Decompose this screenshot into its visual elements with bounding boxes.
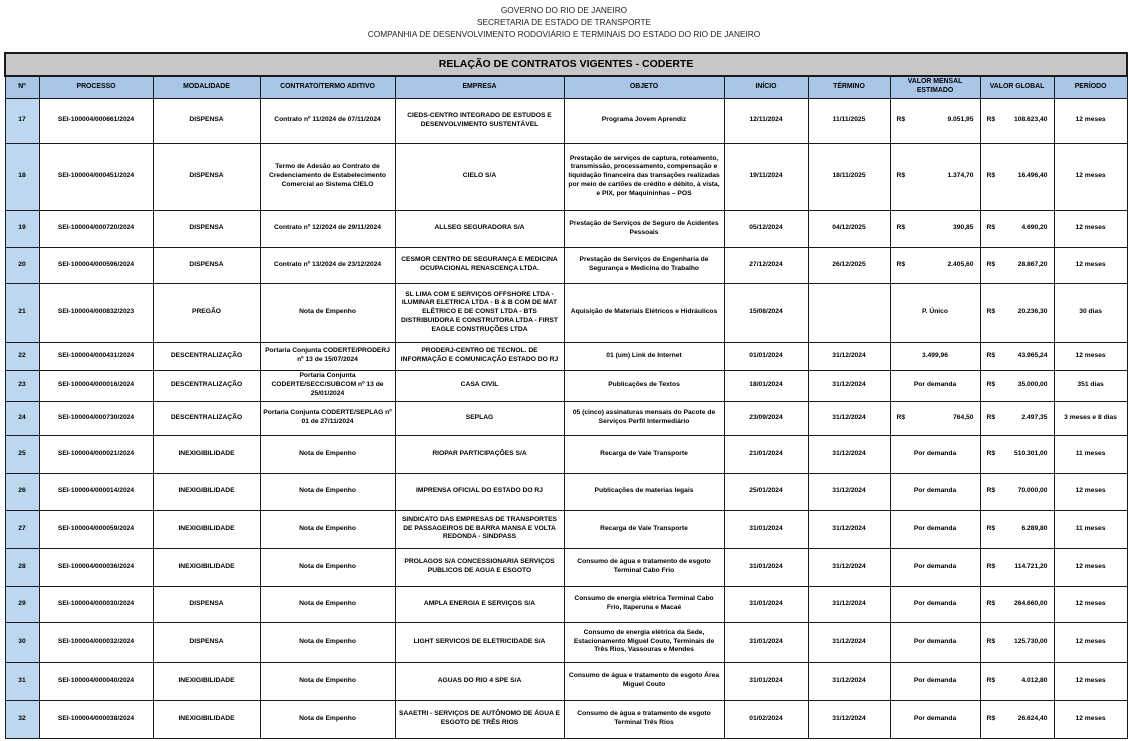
contract-reference: Portaria Conjunta CODERTE/PRODERJ nº 13 de 15/07/2024 [260, 342, 395, 370]
process-number: SEI-100004/000596/2024 [39, 247, 153, 283]
monthly-value-cell [890, 473, 980, 510]
table-row [5, 586, 1127, 622]
modality: DESCENTRALIZAÇÃO [153, 342, 260, 370]
column-header-monthly-value: VALOR MENSAL ESTIMADO [890, 76, 980, 98]
global-value-currency: R$ [986, 637, 996, 645]
contract-object: Publicações de Textos [564, 370, 724, 401]
global-value-cell [980, 247, 1054, 283]
table-row [5, 435, 1127, 473]
monthly-value: Por demanda [913, 381, 957, 389]
contract-reference: Nota de Empenho [260, 283, 395, 342]
table-row [5, 473, 1127, 510]
modality: DESCENTRALIZAÇÃO [153, 370, 260, 401]
process-number: SEI-100004/000038/2024 [39, 700, 153, 738]
row-number: 29 [5, 586, 39, 622]
global-value-currency: R$ [986, 172, 996, 180]
monthly-value: 390,85 [953, 224, 974, 232]
global-value-currency: R$ [986, 524, 996, 532]
table-row [5, 370, 1127, 401]
row-number: 26 [5, 473, 39, 510]
period: 12 meses [1054, 700, 1127, 738]
monthly-value: Por demanda [913, 637, 957, 645]
contract-object: 05 (cinco) assinaturas mensais do Pacote de Serviços Perfil Intermediário [564, 401, 724, 435]
row-number: 23 [5, 370, 39, 401]
column-header-process: PROCESSO [39, 76, 153, 98]
global-value: 125.730,00 [1014, 637, 1048, 645]
period: 12 meses [1054, 143, 1127, 210]
modality: INEXIGIBILIDADE [153, 548, 260, 586]
period: 12 meses [1054, 586, 1127, 622]
process-number: SEI-100004/000431/2024 [39, 342, 153, 370]
period: 12 meses [1054, 662, 1127, 700]
monthly-value: Por demanda [913, 524, 957, 532]
row-number: 21 [5, 283, 39, 342]
global-value: 20.236,30 [1017, 308, 1048, 316]
process-number: SEI-100004/000720/2024 [39, 210, 153, 247]
end-date: 31/12/2024 [808, 586, 890, 622]
global-value-cell [980, 435, 1054, 473]
row-number: 24 [5, 401, 39, 435]
contract-reference: Contrato nº 11/2024 de 07/11/2024 [260, 98, 395, 143]
global-value-cell [980, 143, 1054, 210]
company-name: AMPLA ENERGIA E SERVIÇOS S/A [395, 586, 564, 622]
monthly-value: P. Único [922, 308, 948, 316]
end-date: 31/12/2024 [808, 370, 890, 401]
end-date: 26/12/2025 [808, 247, 890, 283]
monthly-value-currency: R$ [896, 172, 906, 180]
modality: INEXIGIBILIDADE [153, 700, 260, 738]
row-number: 22 [5, 342, 39, 370]
header-secretariat: SECRETARIA DE ESTADO DE TRANSPORTE [476, 17, 652, 27]
global-value-cell [980, 586, 1054, 622]
company-name: SINDICATO DAS EMPRESAS DE TRANSPORTES DE PASSAGEIROS DE BARRA MANSA E VOLTA REDONDA - SINDPASS [395, 510, 564, 548]
contract-object: Publicações de materias legais [564, 473, 724, 510]
table-title-row [5, 53, 1127, 76]
column-header-start: INÍCIO [724, 76, 808, 98]
global-value-currency: R$ [986, 351, 996, 359]
row-number: 20 [5, 247, 39, 283]
period: 12 meses [1054, 342, 1127, 370]
company-name: CESMOR CENTRO DE SEGURANÇA E MEDICINA OCUPACIONAL RENASCENÇA LTDA. [395, 247, 564, 283]
process-number: SEI-100004/000040/2024 [39, 662, 153, 700]
global-value-cell [980, 700, 1054, 738]
global-value: 35.000,00 [1017, 381, 1048, 389]
end-date: 31/12/2024 [808, 401, 890, 435]
monthly-value: Por demanda [913, 676, 957, 684]
contract-object: Prestação de Serviços de Engenharia de Segurança e Medicina do Trabalho [564, 247, 724, 283]
column-header-company: EMPRESA [395, 76, 564, 98]
global-value-currency: R$ [986, 308, 996, 316]
row-number: 31 [5, 662, 39, 700]
company-name: LIGHT SERVICOS DE ELETRICIDADE S/A [395, 622, 564, 662]
table-row [5, 700, 1127, 738]
global-value: 70.000,00 [1017, 487, 1048, 495]
start-date: 31/01/2024 [724, 622, 808, 662]
monthly-value-currency: R$ [896, 413, 906, 421]
modality: DESCENTRALIZAÇÃO [153, 401, 260, 435]
end-date: 11/11/2025 [808, 98, 890, 143]
column-header-modality: MODALIDADE [153, 76, 260, 98]
global-value-cell [980, 283, 1054, 342]
row-number: 28 [5, 548, 39, 586]
period: 12 meses [1054, 247, 1127, 283]
monthly-value-cell [890, 510, 980, 548]
global-value-cell [980, 98, 1054, 143]
monthly-value-currency: R$ [896, 224, 906, 232]
monthly-value-cell [890, 143, 980, 210]
period: 11 meses [1054, 435, 1127, 473]
row-number: 18 [5, 143, 39, 210]
global-value-cell [980, 622, 1054, 662]
global-value-currency: R$ [986, 676, 996, 684]
global-value: 510.301,00 [1014, 449, 1048, 457]
monthly-value-cell [890, 435, 980, 473]
row-number: 27 [5, 510, 39, 548]
column-header-contract: CONTRATO/TERMO ADITIVO [260, 76, 395, 98]
period: 12 meses [1054, 98, 1127, 143]
global-value-currency: R$ [986, 381, 996, 389]
column-header-number: Nº [5, 76, 39, 98]
start-date: 27/12/2024 [724, 247, 808, 283]
monthly-value-cell [890, 401, 980, 435]
global-value-cell [980, 401, 1054, 435]
company-name: CIEDS-CENTRO INTEGRADO DE ESTUDOS E DESENVOLVIMENTO SUSTENTÁVEL [395, 98, 564, 143]
process-number: SEI-100004/000661/2024 [39, 98, 153, 143]
monthly-value: Por demanda [913, 599, 957, 607]
process-number: SEI-100004/000832/2023 [39, 283, 153, 342]
period: 12 meses [1054, 622, 1127, 662]
monthly-value-currency: R$ [896, 260, 906, 268]
modality: INEXIGIBILIDADE [153, 473, 260, 510]
table-row [5, 283, 1127, 342]
modality: DISPENSA [153, 210, 260, 247]
global-value-cell [980, 342, 1054, 370]
period: 351 dias [1054, 370, 1127, 401]
start-date: 05/12/2024 [724, 210, 808, 247]
company-name: PRODERJ-CENTRO DE TECNOL. DE INFORMAÇÃO E COMUNICAÇÃO ESTADO DO RJ [395, 342, 564, 370]
contracts-table [4, 52, 1128, 739]
contract-object: Consumo de água e tratamento de esgoto Área Miguel Couto [564, 662, 724, 700]
company-name: SL LIMA COM E SERVIÇOS OFFSHORE LTDA - ILUMINAR ELETRICA LTDA - B & B COM DE MAT ELÉTRICO E DE CONST LTDA - BTS DISTRIBUIDORA E CONSTRUTORA LTDA - FIRST EAGLE CONSTRUÇÕES LTDA [395, 283, 564, 342]
global-value: 26.624,40 [1017, 714, 1048, 722]
table-row [5, 510, 1127, 548]
contract-reference: Nota de Empenho [260, 662, 395, 700]
monthly-value-cell [890, 548, 980, 586]
monthly-value-cell [890, 586, 980, 622]
contract-reference: Portaria Conjunta CODERTE/SEPLAG nº 01 de 27/11/2024 [260, 401, 395, 435]
global-value-currency: R$ [986, 413, 996, 421]
contract-reference: Nota de Empenho [260, 586, 395, 622]
process-number: SEI-100004/000016/2024 [39, 370, 153, 401]
contract-object: Prestação de serviços de captura, roteamento, transmissão, processamento, compensação e liquidação financeira das transações realizadas por meio de cartões de crédito e débito, à vista, e PIX, por Maquininhas – POS [564, 143, 724, 210]
company-name: IMPRENSA OFICIAL DO ESTADO DO RJ [395, 473, 564, 510]
start-date: 23/09/2024 [724, 401, 808, 435]
global-value: 28.867,20 [1017, 260, 1048, 268]
contract-object: Programa Jovem Aprendiz [564, 98, 724, 143]
monthly-value: 764,50 [953, 413, 974, 421]
modality: DISPENSA [153, 143, 260, 210]
monthly-value: Por demanda [913, 562, 957, 570]
start-date: 31/01/2024 [724, 662, 808, 700]
start-date: 25/01/2024 [724, 473, 808, 510]
document-header [0, 4, 1128, 40]
contract-object: Consumo de água e tratamento de esgoto Terminal Cabo Frio [564, 548, 724, 586]
end-date: 18/11/2025 [808, 143, 890, 210]
process-number: SEI-100004/000451/2024 [39, 143, 153, 210]
end-date: 31/12/2024 [808, 473, 890, 510]
global-value-currency: R$ [986, 224, 996, 232]
monthly-value-cell [890, 210, 980, 247]
period: 11 meses [1054, 510, 1127, 548]
monthly-value-cell [890, 370, 980, 401]
contract-object: Recarga de Vale Transporte [564, 510, 724, 548]
global-value-currency: R$ [986, 116, 996, 124]
company-name: SAAETRI - SERVIÇOS DE AUTÔNOMO DE ÁGUA E ESGOTO DE TRÊS RIOS [395, 700, 564, 738]
process-number: SEI-100004/000030/2024 [39, 586, 153, 622]
global-value-currency: R$ [986, 449, 996, 457]
global-value-currency: R$ [986, 562, 996, 570]
company-name: SEPLAG [395, 401, 564, 435]
row-number: 19 [5, 210, 39, 247]
start-date: 01/02/2024 [724, 700, 808, 738]
column-header-object: OBJETO [564, 76, 724, 98]
process-number: SEI-100004/000059/2024 [39, 510, 153, 548]
process-number: SEI-100004/000014/2024 [39, 473, 153, 510]
global-value: 16.496,40 [1017, 172, 1048, 180]
contract-object: Consumo de energia elétrica Terminal Cabo Frio, Itaperuna e Macaé [564, 586, 724, 622]
modality: DISPENSA [153, 98, 260, 143]
end-date: 31/12/2024 [808, 510, 890, 548]
modality: INEXIGIBILIDADE [153, 662, 260, 700]
end-date: 31/12/2024 [808, 342, 890, 370]
end-date [808, 283, 890, 342]
table-header-row [5, 76, 1127, 98]
modality: INEXIGIBILIDADE [153, 510, 260, 548]
contract-reference: Nota de Empenho [260, 510, 395, 548]
table-row [5, 662, 1127, 700]
table-title: RELAÇÃO DE CONTRATOS VIGENTES - CODERTE [5, 53, 1127, 76]
start-date: 12/11/2024 [724, 98, 808, 143]
global-value: 43.965,24 [1017, 351, 1048, 359]
company-name: AGUAS DO RIO 4 SPE S/A [395, 662, 564, 700]
column-header-global-value: VALOR GLOBAL [980, 76, 1054, 98]
contract-reference: Termo de Adesão ao Contrato de Credenciamento de Estabelecimento Comercial ao Sistema CIELO [260, 143, 395, 210]
period: 12 meses [1054, 473, 1127, 510]
contract-reference: Contrato nº 12/2024 de 29/11/2024 [260, 210, 395, 247]
company-name: PROLAGOS S/A CONCESSIONARIA SERVIÇOS PUBLICOS DE AGUA E ESGOTO [395, 548, 564, 586]
contract-reference: Contrato nº 13/2024 de 23/12/2024 [260, 247, 395, 283]
process-number: SEI-100004/000021/2024 [39, 435, 153, 473]
row-number: 17 [5, 98, 39, 143]
modality: PREGÃO [153, 283, 260, 342]
modality: DISPENSA [153, 247, 260, 283]
period: 30 dias [1054, 283, 1127, 342]
row-number: 25 [5, 435, 39, 473]
contract-reference: Nota de Empenho [260, 473, 395, 510]
monthly-value-cell [890, 283, 980, 342]
contract-reference: Portaria Conjunta CODERTE/SECC/SUBCOM nº 13 de 25/01/2024 [260, 370, 395, 401]
end-date: 31/12/2024 [808, 700, 890, 738]
monthly-value: 9.051,95 [947, 116, 974, 124]
modality: INEXIGIBILIDADE [153, 435, 260, 473]
start-date: 31/01/2024 [724, 510, 808, 548]
end-date: 31/12/2024 [808, 548, 890, 586]
start-date: 15/08/2024 [724, 283, 808, 342]
header-company: COMPANHIA DE DESENVOLVIMENTO RODOVIÁRIO E TERMINAIS DO ESTADO DO RIO DE JANEIRO [367, 29, 761, 39]
row-number: 30 [5, 622, 39, 662]
global-value-currency: R$ [986, 260, 996, 268]
start-date: 18/01/2024 [724, 370, 808, 401]
end-date: 31/12/2024 [808, 662, 890, 700]
end-date: 31/12/2024 [808, 435, 890, 473]
column-header-end: TÉRMINO [808, 76, 890, 98]
start-date: 31/01/2024 [724, 586, 808, 622]
monthly-value: Por demanda [913, 487, 957, 495]
contract-reference: Nota de Empenho [260, 435, 395, 473]
global-value-cell [980, 370, 1054, 401]
contract-object: Recarga de Vale Transporte [564, 435, 724, 473]
global-value-cell [980, 210, 1054, 247]
row-number: 32 [5, 700, 39, 738]
table-row [5, 548, 1127, 586]
period: 3 meses e 8 dias [1054, 401, 1127, 435]
monthly-value: 3.499,96 [921, 351, 949, 359]
monthly-value-cell [890, 622, 980, 662]
global-value-cell [980, 662, 1054, 700]
table-row [5, 622, 1127, 662]
end-date: 31/12/2024 [808, 622, 890, 662]
monthly-value-currency: R$ [896, 116, 906, 124]
start-date: 19/11/2024 [724, 143, 808, 210]
table-row [5, 247, 1127, 283]
global-value: 4.012,80 [1021, 676, 1048, 684]
global-value: 4.690,20 [1021, 224, 1048, 232]
global-value: 108.623,40 [1014, 116, 1048, 124]
global-value: 2.497,35 [1021, 413, 1048, 421]
global-value-currency: R$ [986, 714, 996, 722]
contract-reference: Nota de Empenho [260, 548, 395, 586]
global-value-currency: R$ [986, 487, 996, 495]
column-header-period: PERÍODO [1054, 76, 1127, 98]
table-row [5, 143, 1127, 210]
monthly-value: 2.405,60 [947, 260, 974, 268]
process-number: SEI-100004/000036/2024 [39, 548, 153, 586]
monthly-value-cell [890, 700, 980, 738]
global-value-cell [980, 548, 1054, 586]
company-name: CIELO S/A [395, 143, 564, 210]
period: 12 meses [1054, 210, 1127, 247]
start-date: 21/01/2024 [724, 435, 808, 473]
table-row [5, 98, 1127, 143]
contract-object: Prestação de Serviços de Seguro de Acidentes Pessoais [564, 210, 724, 247]
table-row [5, 401, 1127, 435]
period: 12 meses [1054, 548, 1127, 586]
contract-reference: Nota de Empenho [260, 622, 395, 662]
monthly-value-cell [890, 247, 980, 283]
monthly-value: Por demanda [913, 714, 957, 722]
process-number: SEI-100004/000730/2024 [39, 401, 153, 435]
contract-object: Aquisição de Materiais Elétricos e Hidráulicos [564, 283, 724, 342]
company-name: CASA CIVIL [395, 370, 564, 401]
end-date: 04/12/2025 [808, 210, 890, 247]
contract-object: 01 (um) Link de Internet [564, 342, 724, 370]
start-date: 31/01/2024 [724, 548, 808, 586]
process-number: SEI-100004/000032/2024 [39, 622, 153, 662]
monthly-value-cell [890, 662, 980, 700]
contract-reference: Nota de Empenho [260, 700, 395, 738]
monthly-value-cell [890, 342, 980, 370]
company-name: ALLSEG SEGURADORA S/A [395, 210, 564, 247]
global-value-cell [980, 510, 1054, 548]
start-date: 01/01/2024 [724, 342, 808, 370]
monthly-value: 1.374,70 [947, 172, 974, 180]
global-value: 264.660,00 [1014, 599, 1048, 607]
monthly-value-cell [890, 98, 980, 143]
monthly-value: Por demanda [913, 449, 957, 457]
header-government: GOVERNO DO RIO DE JANEIRO [500, 5, 628, 15]
global-value-currency: R$ [986, 599, 996, 607]
contract-object: Consumo de água e tratamento de esgoto Terminal Três Rios [564, 700, 724, 738]
table-row [5, 342, 1127, 370]
table-row [5, 210, 1127, 247]
modality: DISPENSA [153, 586, 260, 622]
modality: DISPENSA [153, 622, 260, 662]
global-value: 114.721,20 [1014, 562, 1048, 570]
global-value-cell [980, 473, 1054, 510]
global-value: 6.289,80 [1021, 524, 1048, 532]
company-name: RIOPAR PARTICIPAÇÕES S/A [395, 435, 564, 473]
contract-object: Consumo de energia elétrica da Sede, Estacionamento Miguel Couto, Terminais de Três Rios, Vassouras e Mendes [564, 622, 724, 662]
